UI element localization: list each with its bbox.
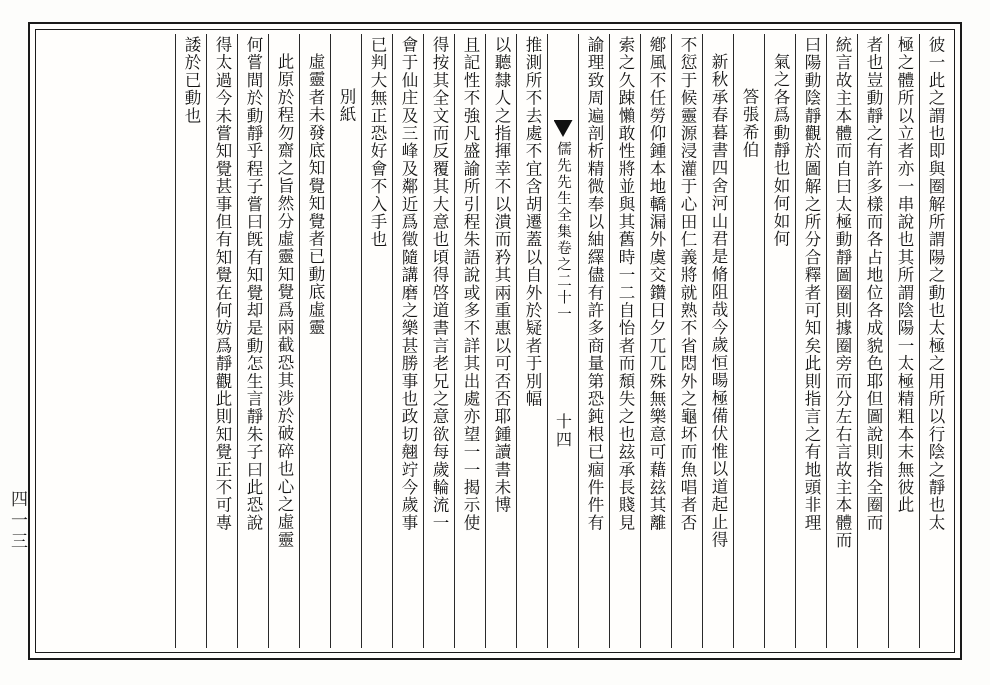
text-column <box>268 34 299 648</box>
text-column <box>392 34 423 648</box>
column-text: 曰陽動陰靜觀於圖解之所分合釋者可知矣此則指言之有地頭非理 <box>802 36 821 532</box>
text-column <box>795 34 826 648</box>
text-column <box>454 34 485 648</box>
text-column-blank <box>144 34 175 648</box>
column-text: 極之體所以立者亦一串說也其所謂陰陽一太極精粗本末無彼此 <box>895 36 914 514</box>
column-text: 何嘗間於動靜乎程子嘗曰旣有知覺却是動怎生言靜朱子曰此恐說 <box>244 36 263 532</box>
column-text: 新秋承春暮書四舍河山君是脩阻哉今歲恒暘極備伏惟以道起止得 <box>709 53 728 549</box>
column-text: 且記性不強凡盛諭所引程朱語說或多不詳其出處亦望一一揭示使 <box>461 36 480 532</box>
text-column <box>206 34 237 648</box>
text-column <box>764 34 795 648</box>
text-block-frame <box>28 22 962 660</box>
text-column <box>702 34 733 648</box>
text-column <box>175 34 206 648</box>
column-text: 別紙 <box>337 88 356 124</box>
column-text: 推測所不去處不宜含胡遷蓋以自外於疑者于別幅 <box>523 36 542 408</box>
text-column <box>919 34 950 648</box>
text-column <box>857 34 888 648</box>
text-column <box>826 34 857 648</box>
column-text: 諭理致周遍剖析精微奉以紬繹儘有許多商量第恐鈍根已痼件件有 <box>585 36 604 532</box>
column-text: 者也豈動靜之有許多樣而各占地位各成貌色耶但圖說則指全圈而 <box>864 36 883 532</box>
text-column-heading <box>330 34 361 648</box>
text-column <box>609 34 640 648</box>
center-fold-marker <box>547 34 578 648</box>
column-text: 已判大無正恐好會不入手也 <box>368 36 387 249</box>
text-column <box>888 34 919 648</box>
column-text: 得太過今未嘗知覺甚事但有知覺在何妨爲靜觀此則知覺正不可專 <box>213 36 232 532</box>
column-text: 統言故主本體而自曰太極動靜圖圈則據圈旁而分左右言故主本體而 <box>833 36 852 550</box>
text-columns <box>40 34 950 648</box>
column-text: 會于仙庄及三峰及鄰近爲徵隨講磨之樂甚勝事也政切翹竚今歲事 <box>399 36 418 532</box>
column-text: 此原於程勿齋之旨然分虛靈知覺爲兩截恐其涉於破碎也心之虛靈 <box>275 53 294 549</box>
text-column <box>671 34 702 648</box>
column-text: 氣之各爲動靜也如何如何 <box>771 53 790 248</box>
text-column-heading <box>733 34 764 648</box>
text-column <box>237 34 268 648</box>
text-column <box>485 34 516 648</box>
text-column <box>361 34 392 648</box>
fishtail-ornament <box>554 120 573 137</box>
text-column <box>516 34 547 648</box>
column-text: 不愆于候靈源浸灌于心田仁義將就熟不省悶外之龜坏而魚唱者否 <box>678 36 697 532</box>
leaf-number: 十四 <box>553 412 573 449</box>
column-text: 得按其全文而反覆其大意也頃得啓道書言老兄之意欲每歲輪流一 <box>430 36 449 532</box>
column-text: 索之久踈懶敢性將並與其舊時一二自怡者而頹失之也玆承長賤見 <box>616 36 635 532</box>
column-text: 諉於已動也 <box>182 36 201 125</box>
text-column <box>640 34 671 648</box>
column-text: 虛靈者未發底知覺知覺者已動底虛靈 <box>306 53 325 337</box>
text-column <box>423 34 454 648</box>
text-column <box>578 34 609 648</box>
text-column <box>299 34 330 648</box>
column-text: 彼一此之謂也即與圈解所謂陽之動也太極之用所以行陰之靜也太 <box>926 36 945 532</box>
page-number-outer: 四一三 <box>7 490 27 553</box>
book-title: 儒先先生全集卷之二十一 <box>555 141 571 323</box>
column-text: 答張希伯 <box>740 88 759 159</box>
column-text: 鄕風不任勞仰鍾本地轎漏外虞交鑽日夕兀兀殊無樂意可藉玆其離 <box>647 36 666 532</box>
column-text: 以聽隸人之指揮幸不以潰而矜其兩重惠以可否否耶鍾讀書未博 <box>492 36 511 514</box>
